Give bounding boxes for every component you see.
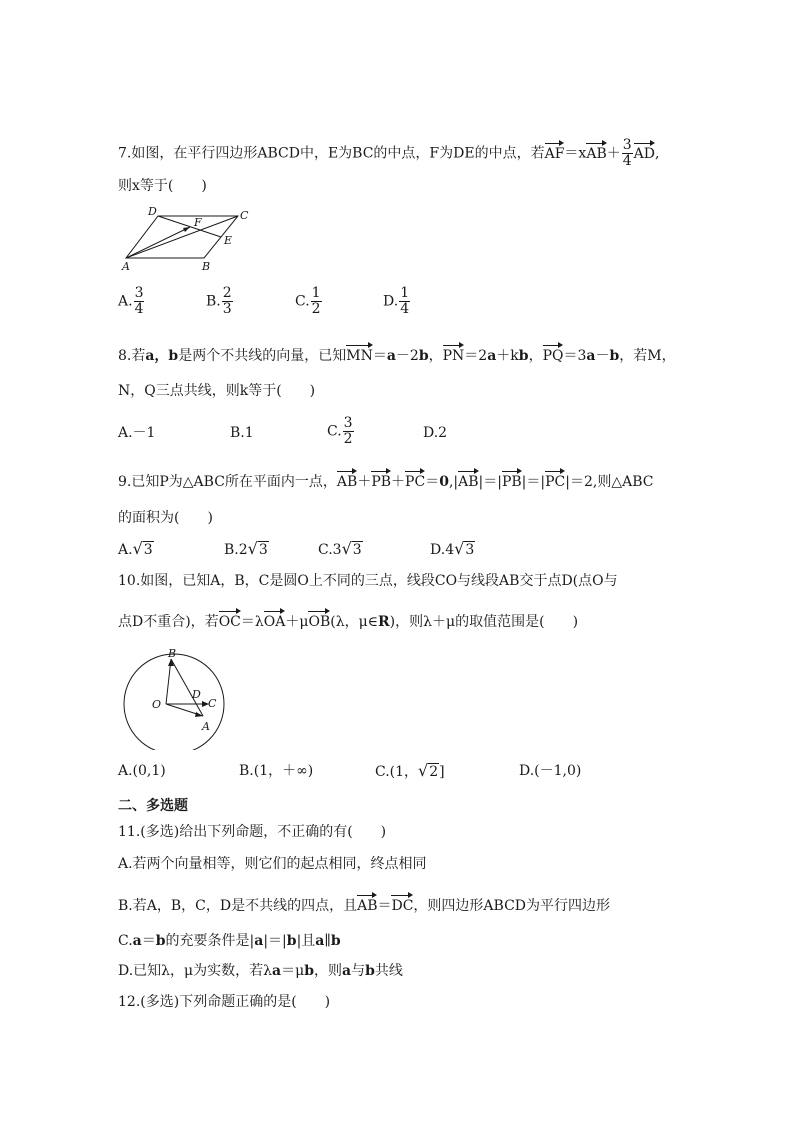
q9-option-c: C.3√3 bbox=[318, 539, 362, 558]
q10-stem-line2: 点D不重合)，若OC＝λOA＋μOB(λ，μ∈R)，则λ＋μ的取值范围是( ) bbox=[118, 610, 578, 631]
vector-pq: PQ bbox=[543, 344, 564, 365]
vector-pc-magnitude: PC bbox=[545, 470, 565, 491]
label-b: B bbox=[202, 260, 211, 273]
q11-option-d: D.已知λ，μ为实数，若λa＝μb，则a与b共线 bbox=[118, 963, 403, 979]
vector-pn: PN bbox=[443, 344, 465, 365]
label-f: F bbox=[194, 216, 202, 229]
label-a: A bbox=[122, 260, 130, 273]
vector-oc: OC bbox=[219, 610, 241, 631]
q8-option-d: D.2 bbox=[423, 425, 448, 441]
vector-ab: AB bbox=[586, 142, 606, 163]
q11-stem: 11.(多选)给出下列命题，不正确的有( ) bbox=[118, 824, 387, 840]
label-c: C bbox=[208, 697, 217, 710]
q10-option-c: C.(1，√2] bbox=[375, 761, 445, 780]
section-heading: 二、多选题 bbox=[118, 798, 188, 814]
vector-oa: OA bbox=[264, 610, 286, 631]
q10-option-d: D.(－1,0) bbox=[519, 763, 582, 779]
q7-stem-line2: 则x等于( ) bbox=[118, 178, 207, 194]
q7-parallelogram-figure bbox=[114, 204, 254, 276]
vector-mn: MN bbox=[346, 344, 373, 365]
vector-pb-magnitude: PB bbox=[502, 470, 522, 491]
q11-option-b: B.若A，B，C，D是不共线的四点，且AB＝DC，则四边形ABCD为平行四边形 bbox=[118, 894, 610, 915]
vector-af: AF bbox=[545, 142, 565, 163]
q7-option-c: C. $\frac{1}{2}$ bbox=[295, 285, 321, 317]
label-a: A bbox=[202, 720, 210, 733]
label-c: C bbox=[240, 209, 249, 222]
vector-ab: AB bbox=[337, 470, 357, 491]
label-o: O bbox=[152, 698, 162, 711]
q7-stem-line1: 7.如图，在平行四边形ABCD中，E为BC的中点，F为DE的中点，若AF＝xAB＋ $\frac{3}{4}$ AD, bbox=[118, 137, 660, 169]
vector-ab: AB bbox=[357, 894, 377, 915]
vector-ad: AD bbox=[634, 142, 655, 163]
q8-stem-line2: N，Q三点共线，则k等于( ) bbox=[118, 383, 316, 399]
q9-stem-line2: 的面积为( ) bbox=[118, 510, 213, 526]
q8-option-a: A.－1 bbox=[118, 425, 156, 441]
q8-option-c: C. $\frac{3}{2}$ bbox=[327, 415, 353, 447]
vector-ob: OB bbox=[308, 610, 330, 631]
q12-stem: 12.(多选)下列命题正确的是( ) bbox=[118, 994, 331, 1010]
q10-stem-line1: 10.如图，已知A，B，C是圆O上不同的三点，线段CO与线段AB交于点D(点O与 bbox=[118, 573, 618, 589]
label-d: D bbox=[148, 205, 157, 218]
q10-option-b: B.(1，＋∞) bbox=[239, 763, 314, 779]
q11-option-a: A.若两个向量相等，则它们的起点相同，终点相同 bbox=[118, 856, 427, 872]
q10-option-a: A.(0,1) bbox=[118, 763, 166, 779]
q7-option-b: B. $\frac{2}{3}$ bbox=[206, 285, 232, 317]
vector-ab-magnitude: AB bbox=[458, 470, 478, 491]
label-b: B bbox=[168, 647, 177, 660]
q9-stem-line1: 9.已知P为△ABC所在平面内一点，AB＋PB＋PC＝0,|AB|＝|PB|＝|PC|＝2,则△ABC bbox=[118, 470, 653, 491]
q7-option-a: A. $\frac{3}{4}$ bbox=[118, 285, 144, 317]
q10-circle-figure bbox=[118, 644, 228, 750]
q11-option-c: C.a＝b的充要条件是|a|＝|b|且a∥b bbox=[118, 933, 341, 949]
vector-dc: DC bbox=[391, 894, 413, 915]
q9-option-d: D.4√3 bbox=[430, 539, 475, 558]
label-e: E bbox=[224, 234, 233, 247]
q8-stem-line1: 8.若a，b是两个不共线的向量，已知MN＝a－2b，PN＝2a＋kb，PQ＝3a－b，若M， bbox=[118, 344, 676, 365]
vector-pb: PB bbox=[371, 470, 391, 491]
q9-option-b: B.2√3 bbox=[224, 539, 268, 558]
fraction-three-quarters: $\frac{3}{4}$ bbox=[622, 137, 632, 169]
q8-option-b: B.1 bbox=[230, 425, 254, 441]
label-d: D bbox=[192, 688, 201, 701]
q9-option-a: A.√3 bbox=[118, 539, 153, 558]
q7-option-d: D. $\frac{1}{4}$ bbox=[383, 285, 410, 317]
vector-pc: PC bbox=[405, 470, 425, 491]
